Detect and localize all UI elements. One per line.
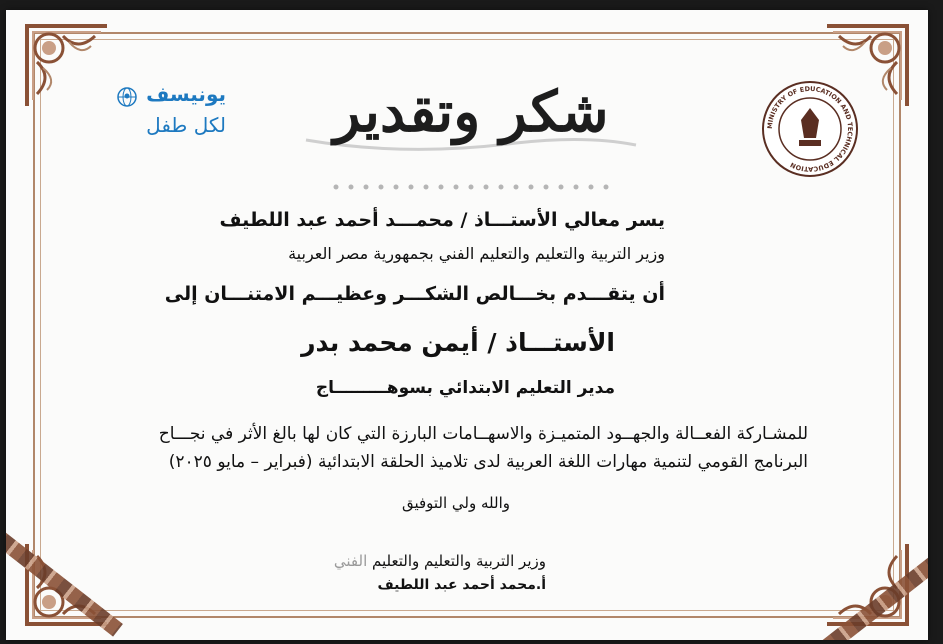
recipient-name: الأستـــاذ / أيمن محمد بدر — [301, 328, 615, 357]
dotted-divider — [331, 182, 616, 192]
thanks-line: أن يتقـــدم بخـــالص الشكـــر وعظيـــم الامتنـــان إلى — [164, 283, 665, 305]
unicef-globe-icon — [117, 87, 137, 107]
ministry-seal-icon — [761, 80, 859, 178]
sender-title-line: وزير التربية والتعليم والتعليم الفني بجمهورية مصر العربية — [288, 244, 665, 263]
closing-line: والله ولي التوفيق — [401, 494, 510, 512]
corner-ornament-icon — [23, 22, 111, 110]
recipient-role: مدير التعليم الابتدائي بسوهـــــــــاج — [315, 378, 615, 398]
title-text: شكر وتقدير — [333, 79, 609, 145]
unicef-name: يونيسف — [146, 82, 226, 106]
signature-title — [6, 552, 546, 570]
reason-line-1: للمشـاركة الفعــالة والجهــود المتميـزة والاسهــامات البارزة التي كان لها بالغ الأثر في نجـــاح — [158, 424, 808, 444]
reason-line-2: البرنامج القومي لتنمية مهارات اللغة العربية لدى تلاميذ الحلقة الابتدائية (فبراير – مايو ٢٠٢٥) — [168, 452, 808, 472]
certificate-title — [286, 65, 656, 160]
sender-line: يسر معالي الأستـــاذ / محمـــد أحمد عبد اللطيف — [219, 209, 665, 231]
svg-text:MINISTRY OF EDUCATION AND TECH: MINISTRY OF EDUCATION AND TECHNICAL EDUCATION — [765, 84, 855, 174]
certificate-paper — [6, 10, 928, 640]
signature-title-faded: الفني — [333, 552, 368, 570]
unicef-logo-block — [101, 82, 226, 137]
signature-title-main: وزير التربية والتعليم والتعليم — [367, 552, 546, 570]
signature-name: أ.محمد أحمد عبد اللطيف — [377, 577, 546, 593]
unicef-tagline: لكل طفل — [146, 112, 226, 137]
